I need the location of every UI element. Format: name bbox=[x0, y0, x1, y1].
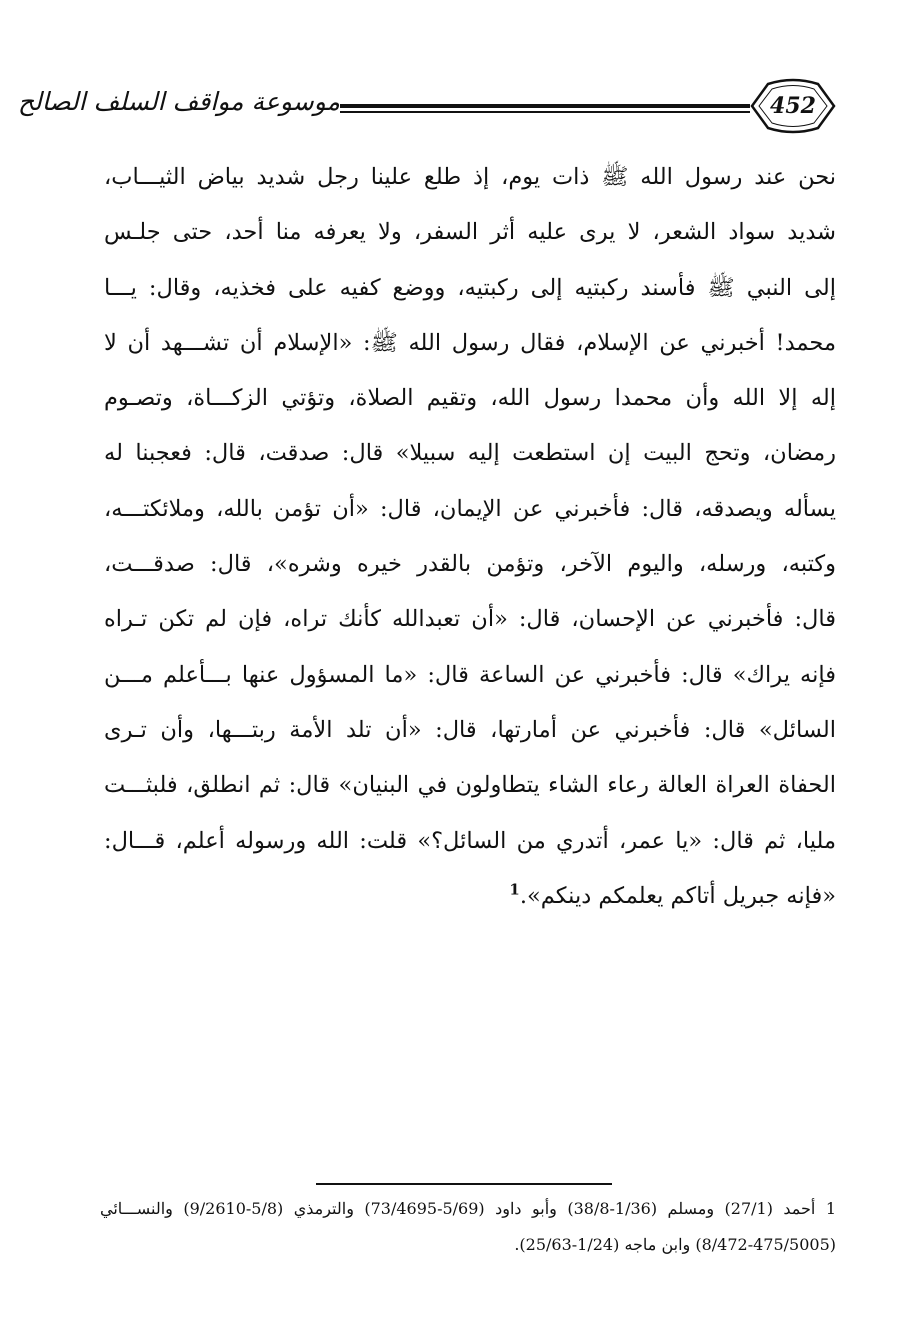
text-line: شديد سواد الشعر، لا يرى عليه أثر السفر، ولا يعرفه منا أحد، حتى جلـس bbox=[104, 219, 836, 246]
footnotes bbox=[100, 1192, 836, 1264]
page-number: 452 bbox=[770, 93, 816, 119]
header-rule-thick bbox=[340, 104, 750, 108]
text-line-last bbox=[104, 873, 836, 928]
text-line: إلى النبي ﷺ فأسند ركبتيه إلى ركبتيه، ووضع كفيه على فخذيه، وقال: يـــا bbox=[104, 274, 836, 301]
footnote-line: (8/472-475/5005) وابن ماجه (1/24-25/63). bbox=[514, 1235, 836, 1254]
text-line: فإنه يراك» قال: فأخبرني عن الساعة قال: «ما المسؤول عنها بـــأعلم مـــن bbox=[104, 661, 836, 688]
text-line: مليا، ثم قال: «يا عمر، أتدري من السائل؟» قلت: الله ورسوله أعلم، قـــال: bbox=[104, 827, 836, 854]
text-line: الحفاة العراة العالة رعاء الشاء يتطاولون في البنيان» قال: ثم انطلق، فلبثـــت bbox=[104, 772, 836, 799]
text-line: قال: فأخبرني عن الإحسان، قال: «أن تعبدالله كأنك تراه، فإن لم تكن تـراه bbox=[104, 606, 836, 633]
footnote-line: 1 أحمد (27/1) ومسلم (1/36-38/8) وأبو داود (5/69-73/4695) والترمذي (5/8-9/2610) والنســـائي bbox=[100, 1199, 836, 1218]
text-line: محمد! أخبرني عن الإسلام، فقال رسول الله ﷺ: «الإسلام أن تشـــهد أن لا bbox=[104, 329, 836, 356]
footnote-reference[interactable]: 1 bbox=[509, 880, 520, 899]
text-line: إله إلا الله وأن محمدا رسول الله، وتقيم الصلاة، وتؤتي الزكـــاة، وتصـوم bbox=[104, 385, 836, 412]
book-title: موسوعة مواقف السلف الصالح bbox=[17, 87, 340, 116]
header-rule-thin bbox=[340, 111, 750, 113]
last-line-text: «فإنه جبريل أتاكم يعلمكم دينكم». bbox=[519, 882, 836, 909]
text-line: وكتبه، ورسله، واليوم الآخر، وتؤمن بالقدر خيره وشره»، قال: صدقـــت، bbox=[104, 551, 836, 578]
page-number-badge bbox=[746, 74, 840, 138]
text-line: رمضان، وتحج البيت إن استطعت إليه سبيلا» قال: صدقت، قال: فعجبنا له bbox=[104, 440, 836, 467]
text-line: السائل» قال: فأخبرني عن أمارتها، قال: «أن تلد الأمة ربتـــها، وأن تـرى bbox=[104, 716, 836, 743]
text-line: يسأله ويصدقه، قال: فأخبرني عن الإيمان، قال: «أن تؤمن بالله، وملائكتـــه، bbox=[104, 495, 836, 522]
page-header bbox=[17, 74, 840, 144]
main-text bbox=[104, 154, 836, 928]
footnote-separator bbox=[316, 1183, 612, 1185]
text-line: نحن عند رسول الله ﷺ ذات يوم، إذ طلع علينا رجل شديد بياض الثيـــاب، bbox=[104, 164, 836, 190]
